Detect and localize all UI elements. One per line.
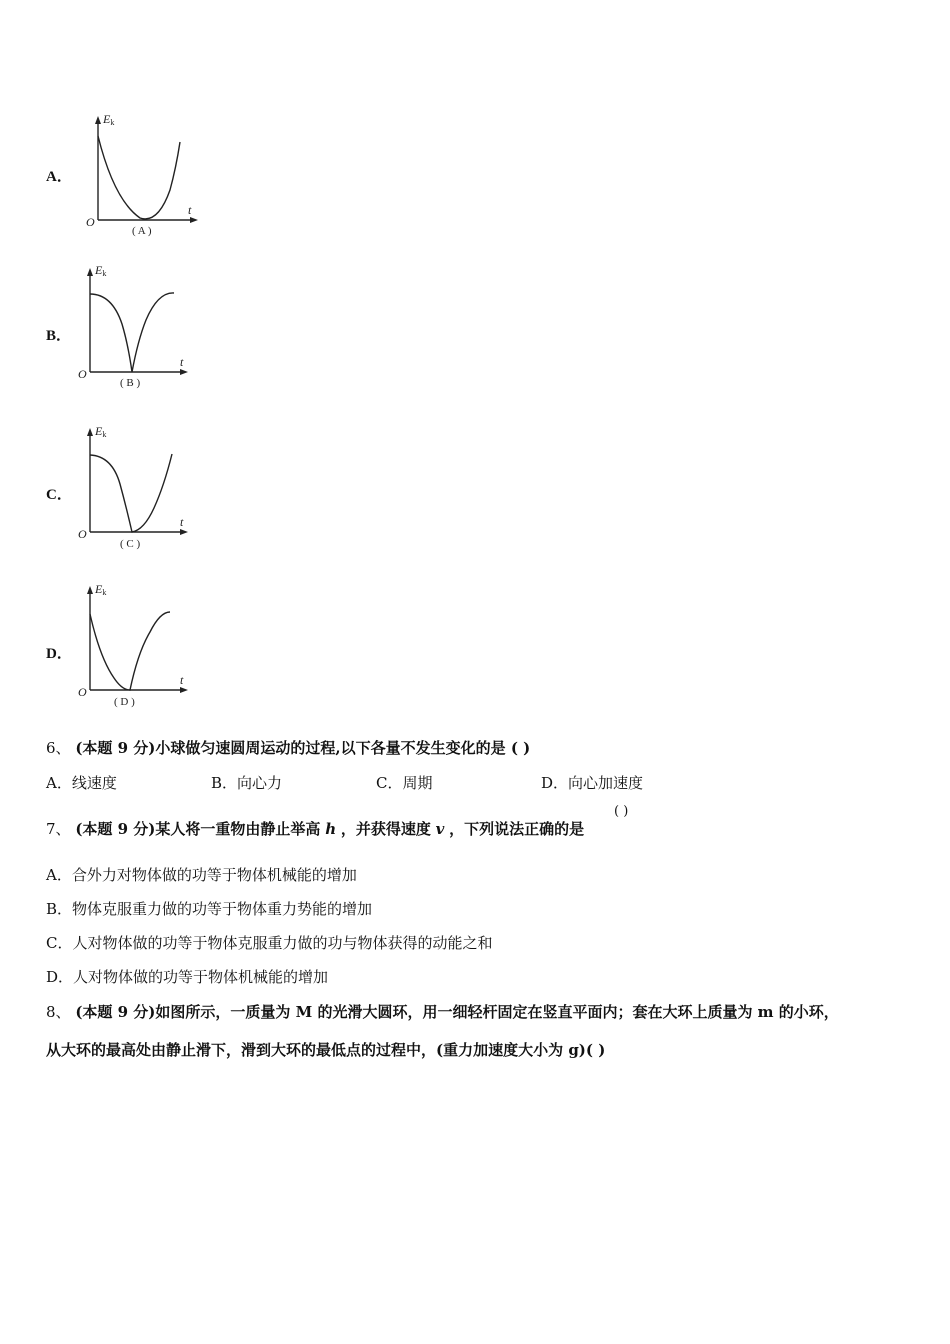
- y-axis-label: Ek: [103, 112, 115, 127]
- question-suffix: ，下列说法正确的是: [449, 820, 585, 838]
- question-number: 8、: [46, 1003, 71, 1021]
- question-7: [46, 818, 584, 839]
- x-axis-label: t: [180, 673, 184, 687]
- question-number: 6、: [46, 739, 71, 757]
- q6-choice-b: B．向心力: [211, 774, 283, 792]
- variable-h: h: [325, 820, 337, 838]
- graph-a: [82, 108, 202, 240]
- q7-choice-b: B．物体克服重力做的功等于物体重力势能的增加: [46, 900, 373, 918]
- y-axis-label: Ek: [95, 582, 107, 597]
- answer-paren: ( ): [614, 804, 629, 819]
- question-number: 7、: [46, 820, 71, 838]
- graph-b: [74, 260, 194, 392]
- origin-label: O: [86, 215, 95, 229]
- option-b-label: B．: [46, 328, 72, 344]
- graph-caption: ( A ): [132, 225, 152, 237]
- y-axis-label: Ek: [95, 263, 107, 278]
- option-a-label: A．: [46, 169, 72, 185]
- question-6: [46, 737, 530, 758]
- origin-label: O: [78, 367, 87, 381]
- q7-choice-d: D．人对物体做的功等于物体机械能的增加: [46, 968, 329, 986]
- question-line-1: (本题 9 分)如图所示，一质量为 M 的光滑大圆环，用一细轻杆固定在竖直平面内；套在大环上质量为 m 的小环，: [75, 1003, 839, 1021]
- graph-caption: ( C ): [120, 538, 141, 550]
- x-axis-label: t: [188, 203, 192, 217]
- q6-choice-c: C．周期: [376, 774, 433, 792]
- question-text: (本题 9 分)小球做匀速圆周运动的过程,以下各量不发生变化的是 ( ): [75, 739, 531, 757]
- origin-label: O: [78, 527, 87, 541]
- x-axis-label: t: [180, 515, 184, 529]
- origin-label: O: [78, 685, 87, 699]
- question-mid: ，并获得速度: [340, 820, 431, 838]
- graph-caption: ( B ): [120, 377, 141, 389]
- q6-choice-d: D．向心加速度: [541, 774, 644, 792]
- q7-choice-a: A．合外力对物体做的功等于物体机械能的增加: [46, 866, 357, 884]
- x-axis-label: t: [180, 355, 184, 369]
- option-d-label: D．: [46, 646, 72, 662]
- q7-choice-c: C．人对物体做的功等于物体克服重力做的功与物体获得的动能之和: [46, 934, 493, 952]
- y-axis-label: Ek: [95, 424, 107, 439]
- variable-v: v: [435, 820, 445, 838]
- graph-c: [74, 420, 194, 552]
- question-prefix: (本题 9 分)某人将一重物由静止举高: [75, 820, 321, 838]
- option-c-label: C．: [46, 487, 72, 503]
- question-8: [46, 1001, 839, 1022]
- graph-d: [74, 578, 194, 710]
- graph-caption: ( D ): [114, 696, 135, 708]
- question-8-line-2: 从大环的最高处由静止滑下，滑到大环的最低点的过程中，(重力加速度大小为 g)( ): [46, 1041, 606, 1059]
- q6-choice-a: A．线速度: [46, 774, 117, 792]
